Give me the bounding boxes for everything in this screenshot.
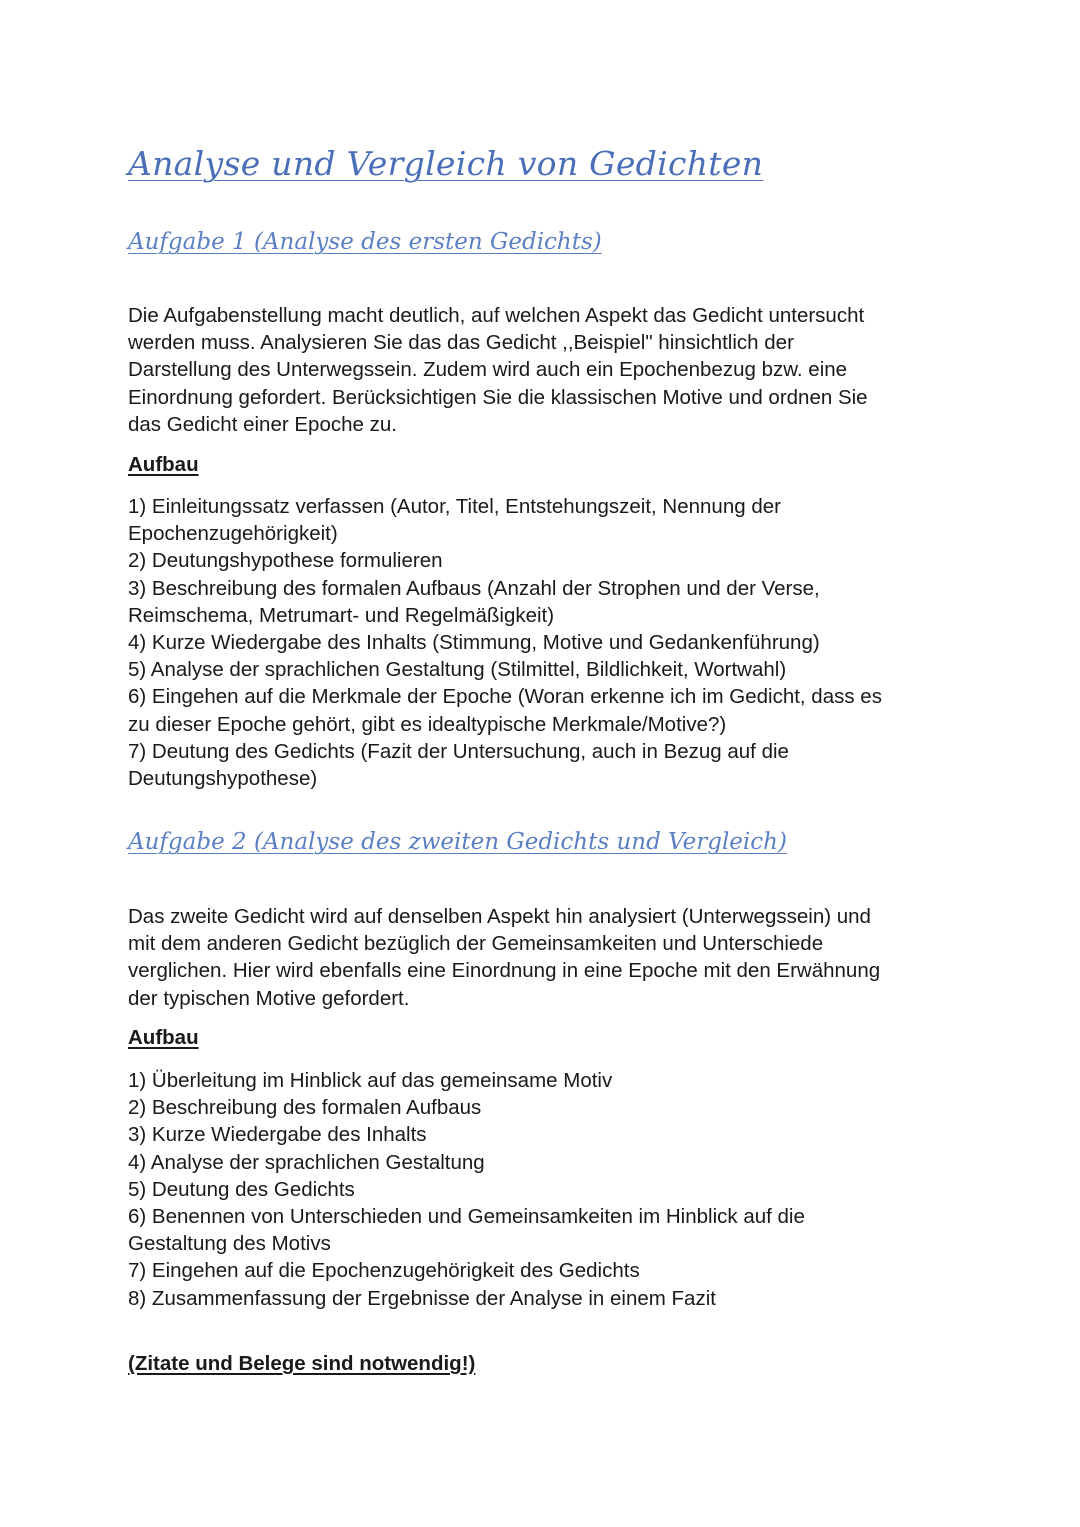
list-item — [128, 629, 948, 656]
list-item — [128, 1285, 948, 1312]
list-item — [128, 1203, 948, 1257]
task1-intro-line: werden muss. Analysieren Sie das das Gedicht ,,Beispiel" hinsichtlich der — [128, 331, 794, 355]
task1-structure-heading: Aufbau — [128, 453, 199, 476]
list-item-line: 4) Analyse der sprachlichen Gestaltung — [128, 1150, 485, 1174]
list-item-line: 4) Kurze Wiedergabe des Inhalts (Stimmung, Motive und Gedankenführung) — [128, 631, 820, 655]
task2-intro-line: der typischen Motive gefordert. — [128, 986, 410, 1010]
list-item-line: 7) Eingehen auf die Epochenzugehörigkeit des Gedichts — [128, 1259, 640, 1283]
list-item-line: Reimschema, Metrumart- und Regelmäßigkeit) — [128, 603, 555, 627]
list-item — [128, 493, 948, 547]
task2-intro-line: verglichen. Hier wird ebenfalls eine Einordnung in eine Epoche mit den Erwähnung — [128, 959, 881, 983]
list-item — [128, 683, 948, 737]
citation-note: (Zitate und Belege sind notwendig!) — [128, 1352, 476, 1375]
list-item-line: 1) Überleitung im Hinblick auf das gemeinsame Motiv — [128, 1069, 613, 1092]
task2-intro-line: Das zweite Gedicht wird auf denselben Aspekt hin analysiert (Unterwegssein) und — [128, 905, 871, 928]
list-item — [128, 656, 948, 683]
task1-intro-line: Einordnung gefordert. Berücksichtigen Sie die klassischen Motive und ordnen Sie — [128, 385, 868, 409]
task2-intro — [128, 903, 938, 1012]
list-item-line: 6) Benennen von Unterschieden und Gemeinsamkeiten im Hinblick auf die — [128, 1205, 805, 1229]
task2-heading: Aufgabe 2 (Analyse des zweiten Gedichts und Vergleich) — [128, 829, 787, 855]
list-item — [128, 575, 948, 629]
list-item-line: 6) Eingehen auf die Merkmale der Epoche (Woran erkenne ich im Gedicht, dass es — [128, 685, 882, 709]
list-item-line: Gestaltung des Motivs — [128, 1232, 331, 1256]
task2-structure-heading: Aufbau — [128, 1026, 199, 1049]
list-item-line: 3) Kurze Wiedergabe des Inhalts — [128, 1123, 427, 1147]
list-item-line: Epochenzugehörigkeit) — [128, 522, 338, 546]
list-item-line: zu dieser Epoche gehört, gibt es idealtypische Merkmale/Motive?) — [128, 712, 727, 736]
list-item-line: 8) Zusammenfassung der Ergebnisse der Analyse in einem Fazit — [128, 1286, 716, 1310]
task2-steps-list — [128, 1067, 948, 1312]
task1-intro — [128, 302, 938, 438]
list-item-line: 7) Deutung des Gedichts (Fazit der Untersuchung, auch in Bezug auf die — [128, 739, 789, 763]
list-item — [128, 1094, 948, 1121]
task1-heading: Aufgabe 1 (Analyse des ersten Gedichts) — [128, 229, 602, 255]
list-item-line: 5) Analyse der sprachlichen Gestaltung (Stilmittel, Bildlichkeit, Wortwahl) — [128, 658, 787, 682]
list-item — [128, 1257, 948, 1284]
task1-intro-line: das Gedicht einer Epoche zu. — [128, 412, 397, 436]
list-item — [128, 738, 948, 792]
list-item-line: 2) Beschreibung des formalen Aufbaus — [128, 1096, 482, 1120]
list-item — [128, 1176, 948, 1203]
list-item-line: Deutungshypothese) — [128, 767, 318, 791]
task2-intro-line: mit dem anderen Gedicht bezüglich der Gemeinsamkeiten und Unterschiede — [128, 932, 824, 956]
task1-intro-line: Die Aufgabenstellung macht deutlich, auf welchen Aspekt das Gedicht untersucht — [128, 304, 865, 327]
list-item — [128, 547, 948, 574]
list-item — [128, 1121, 948, 1148]
list-item-line: 2) Deutungshypothese formulieren — [128, 549, 443, 573]
task1-steps-list — [128, 493, 948, 792]
document-title: Analyse und Vergleich von Gedichten — [128, 144, 764, 183]
list-item — [128, 1149, 948, 1176]
list-item-line: 3) Beschreibung des formalen Aufbaus (Anzahl der Strophen und der Verse, — [128, 576, 820, 600]
list-item — [128, 1067, 948, 1094]
task1-intro-line: Darstellung des Unterwegssein. Zudem wird auch ein Epochenbezug bzw. eine — [128, 358, 848, 382]
list-item-line: 5) Deutung des Gedichts — [128, 1177, 355, 1201]
list-item-line: 1) Einleitungssatz verfassen (Autor, Titel, Entstehungszeit, Nennung der — [128, 495, 781, 518]
